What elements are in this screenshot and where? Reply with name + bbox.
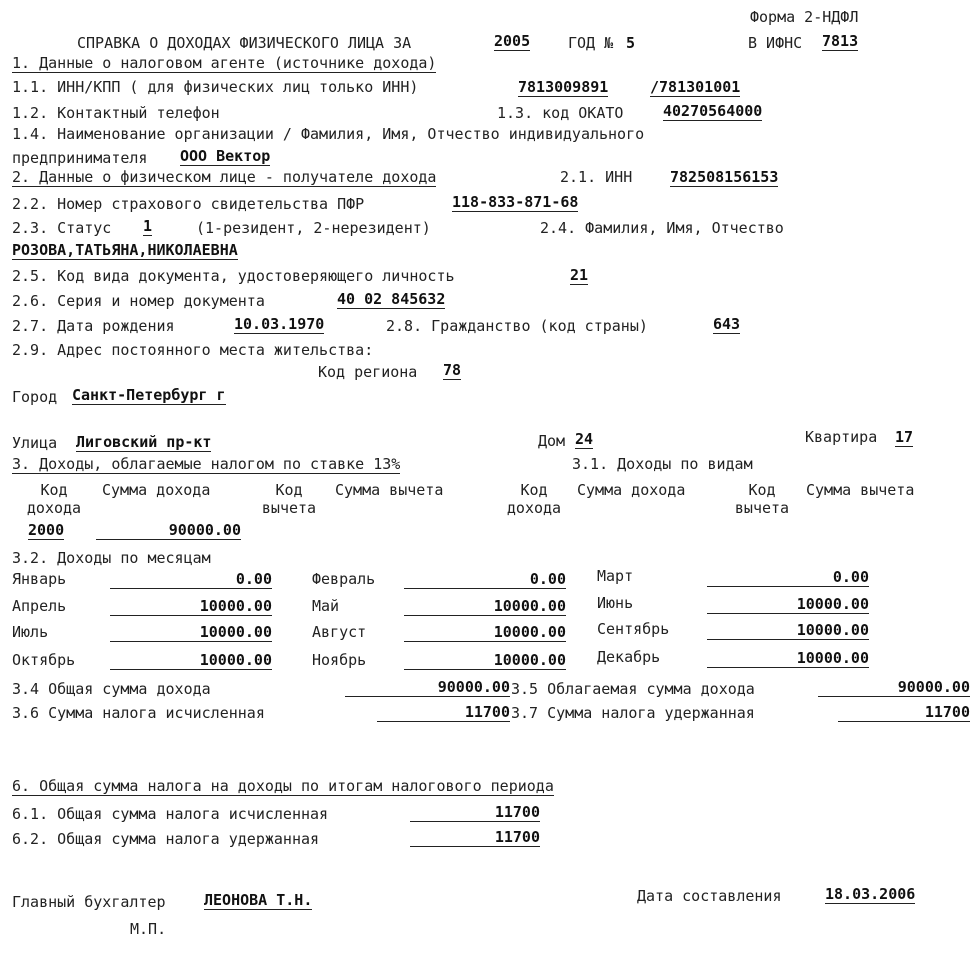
tax-calc-label: 3.6 Сумма налога исчисленная bbox=[12, 704, 265, 722]
city-label: Город bbox=[12, 388, 58, 406]
month-name: Август bbox=[312, 623, 367, 641]
doc-type: 21 bbox=[570, 266, 589, 284]
total-tax-calc-label: 6.1. Общая сумма налога исчисленная bbox=[12, 805, 329, 823]
birth-date: 10.03.1970 bbox=[234, 315, 325, 333]
house-label: Дом bbox=[538, 432, 566, 450]
section1-heading: 1. Данные о налоговом агенте (источнике дохода) bbox=[12, 54, 437, 72]
doc-number: 40 02 845632 bbox=[337, 290, 446, 308]
person-inn-label: 2.1. ИНН bbox=[560, 168, 633, 186]
month-name: Декабрь bbox=[597, 648, 661, 666]
taxable-label: 3.5 Облагаемая сумма дохода bbox=[511, 680, 755, 698]
month-name: Январь bbox=[12, 570, 67, 588]
col-sum-deduct-1: Сумма вычета bbox=[335, 481, 444, 499]
stamp-place: М.П. bbox=[130, 920, 167, 938]
region-label: Код региона bbox=[318, 363, 418, 381]
okato-code: 40270564000 bbox=[663, 102, 763, 120]
month-value: 0.00 bbox=[110, 570, 272, 589]
col-sum-income-1: Сумма дохода bbox=[102, 481, 211, 499]
agent-kpp: /781301001 bbox=[650, 78, 741, 96]
date-label: Дата составления bbox=[637, 887, 782, 905]
total-income: 90000.00 bbox=[345, 678, 510, 697]
fio-label: 2.4. Фамилия, Имя, Отчество bbox=[540, 219, 784, 237]
total-tax-withheld-label: 6.2. Общая сумма налога удержанная bbox=[12, 830, 320, 848]
by-month-label: 3.2. Доходы по месяцам bbox=[12, 549, 211, 567]
accountant-label: Главный бухгалтер bbox=[12, 893, 166, 911]
year: 2005 bbox=[494, 32, 531, 50]
month-name: Апрель bbox=[12, 597, 67, 615]
month-value: 0.00 bbox=[404, 570, 566, 589]
tax-calculated: 11700 bbox=[377, 703, 510, 722]
total-tax-calculated: 11700 bbox=[410, 803, 540, 822]
income-sum: 90000.00 bbox=[96, 521, 241, 540]
birth-label: 2.7. Дата рождения bbox=[12, 317, 175, 335]
col-code-income-2: Код дохода bbox=[506, 481, 562, 517]
org-label-line1: 1.4. Наименование организации / Фамилия, Имя, Отчество индивидуального bbox=[12, 125, 645, 143]
by-type-label: 3.1. Доходы по видам bbox=[572, 455, 753, 473]
total-tax-withheld: 11700 bbox=[410, 828, 540, 847]
ifns-code: 7813 bbox=[822, 32, 859, 50]
inn-kpp-label: 1.1. ИНН/КПП ( для физических лиц только ИНН) bbox=[12, 78, 419, 96]
flat-label: Квартира bbox=[805, 428, 878, 446]
month-name: Ноябрь bbox=[312, 651, 367, 669]
month-value: 10000.00 bbox=[707, 621, 869, 640]
form-label: Форма 2-НДФЛ bbox=[750, 8, 859, 26]
section3-heading: 3. Доходы, облагаемые налогом по ставке 13% bbox=[12, 455, 401, 473]
org-name: ООО Вектор bbox=[180, 147, 271, 165]
tax-withheld-label: 3.7 Сумма налога удержанная bbox=[511, 704, 755, 722]
flat-value: 17 bbox=[895, 428, 914, 446]
issue-date: 18.03.2006 bbox=[825, 885, 916, 903]
month-name: Февраль bbox=[312, 570, 376, 588]
pfr-number: 118-833-871-68 bbox=[452, 193, 579, 211]
month-value: 10000.00 bbox=[707, 649, 869, 668]
month-name: Сентябрь bbox=[597, 620, 670, 638]
income-code: 2000 bbox=[28, 521, 65, 539]
citizenship-label: 2.8. Гражданство (код страны) bbox=[386, 317, 648, 335]
tax-withheld: 11700 bbox=[838, 703, 970, 722]
fio-value: РОЗОВА,ТАТЬЯНА,НИКОЛАЕВНА bbox=[12, 241, 238, 259]
person-inn: 782508156153 bbox=[670, 168, 779, 186]
col-code-deduct-1: Код вычета bbox=[261, 481, 317, 517]
month-value: 10000.00 bbox=[404, 597, 566, 616]
address-label: 2.9. Адрес постоянного места жительства: bbox=[12, 341, 374, 359]
doc-type-label: 2.5. Код вида документа, удостоверяющего личность bbox=[12, 267, 455, 285]
month-value: 10000.00 bbox=[110, 623, 272, 642]
col-code-deduct-2: Код вычета bbox=[734, 481, 790, 517]
accountant-name: ЛЕОНОВА Т.Н. bbox=[204, 891, 313, 909]
section6-heading: 6. Общая сумма налога на доходы по итогам налогового периода bbox=[12, 777, 554, 795]
month-name: Июнь bbox=[597, 594, 634, 612]
col-sum-deduct-2: Сумма вычета bbox=[806, 481, 915, 499]
col-code-income-1: Код дохода bbox=[26, 481, 82, 517]
month-name: Май bbox=[312, 597, 340, 615]
section2-heading: 2. Данные о физическом лице - получателе дохода bbox=[12, 168, 437, 186]
street-value: Лиговский пр-кт bbox=[76, 433, 212, 451]
month-name: Июль bbox=[12, 623, 49, 641]
month-value: 10000.00 bbox=[707, 595, 869, 614]
org-label-line2: предпринимателя bbox=[12, 149, 148, 167]
title: СПРАВКА О ДОХОДАХ ФИЗИЧЕСКОГО ЛИЦА ЗА bbox=[77, 34, 412, 52]
total-income-label: 3.4 Общая сумма дохода bbox=[12, 680, 211, 698]
month-value: 10000.00 bbox=[110, 597, 272, 616]
city-value: Санкт-Петербург г bbox=[72, 386, 226, 404]
agent-inn: 7813009891 bbox=[518, 78, 609, 96]
okato-label: 1.3. код ОКАТО bbox=[497, 104, 624, 122]
phone-label: 1.2. Контактный телефон bbox=[12, 104, 220, 122]
street-label: Улица bbox=[12, 434, 58, 452]
month-name: Март bbox=[597, 567, 634, 585]
god-label: ГОД № bbox=[568, 34, 614, 52]
house-value: 24 bbox=[575, 430, 594, 448]
certificate-number: 5 bbox=[626, 34, 636, 52]
pfr-label: 2.2. Номер страхового свидетельства ПФР bbox=[12, 195, 365, 213]
status-value: 1 bbox=[143, 217, 153, 235]
status-hint: (1-резидент, 2-нерезидент) bbox=[196, 219, 431, 237]
ifns-label: В ИФНС bbox=[748, 34, 803, 52]
taxable-income: 90000.00 bbox=[818, 678, 970, 697]
month-value: 0.00 bbox=[707, 568, 869, 587]
month-value: 10000.00 bbox=[404, 623, 566, 642]
month-name: Октябрь bbox=[12, 651, 76, 669]
region-code: 78 bbox=[443, 361, 462, 379]
month-value: 10000.00 bbox=[404, 651, 566, 670]
col-sum-income-2: Сумма дохода bbox=[577, 481, 686, 499]
doc-number-label: 2.6. Серия и номер документа bbox=[12, 292, 265, 310]
status-label: 2.3. Статус bbox=[12, 219, 112, 237]
month-value: 10000.00 bbox=[110, 651, 272, 670]
citizenship-code: 643 bbox=[713, 315, 741, 333]
